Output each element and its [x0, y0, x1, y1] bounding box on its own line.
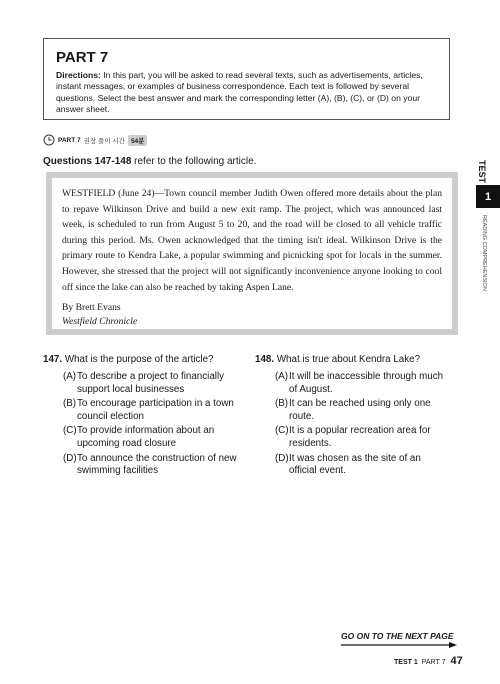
- option-text: It was chosen as the site of an official event.: [289, 452, 421, 477]
- arrow-right-icon: [341, 642, 457, 648]
- option-text: It is a popular recreation area for residents.: [289, 425, 431, 449]
- option-letter: (D): [275, 452, 289, 464]
- option-text: It can be reached using only one route.: [289, 398, 431, 422]
- article-byline: By Brett Evans: [62, 302, 121, 314]
- answer-option[interactable]: [275, 453, 450, 478]
- option-text: To encourage participation in a town council election: [77, 398, 234, 422]
- option-text: To provide information about an upcoming road closure: [77, 425, 215, 449]
- side-test-number: 1: [476, 185, 500, 208]
- answer-option[interactable]: [63, 425, 243, 450]
- question-148: [255, 354, 450, 480]
- option-text: To describe a project to financially support local businesses: [77, 371, 225, 395]
- answer-option[interactable]: [63, 371, 243, 396]
- directions-body: In this part, you will be asked to read several texts, such as advertisements, articles, instant messages, or examples of business correspondence. Each text is followed by several questions. Select the best answer and mark the corresponding letter (A), (B), (C), or (D) on your answer sheet.: [56, 70, 423, 114]
- question-stem: [43, 354, 243, 365]
- article-frame: [46, 172, 458, 335]
- footer-part: PART 7: [421, 659, 446, 666]
- directions-text: [56, 70, 437, 115]
- option-letter: (C): [63, 425, 77, 437]
- option-text: It will be inaccessible through much of August.: [289, 371, 444, 395]
- recommended-time: [43, 134, 147, 146]
- option-text: To announce the construction of new swimming facilities: [77, 452, 237, 477]
- question-ref-text: refer to the following article.: [131, 156, 257, 167]
- part-title: PART 7: [56, 49, 109, 66]
- question-text: What is true about Kendra Lake?: [276, 354, 421, 365]
- footer-test: TEST 1: [394, 659, 418, 666]
- article: [52, 178, 452, 329]
- page-number: 47: [450, 655, 463, 667]
- option-letter: (C): [275, 425, 289, 437]
- page-footer: [394, 655, 463, 667]
- question-text: What is the purpose of the article?: [64, 354, 214, 365]
- option-letter: (A): [275, 371, 289, 382]
- answer-option[interactable]: [275, 371, 450, 396]
- question-147: [43, 354, 243, 480]
- timer-badge: 54분: [128, 135, 148, 146]
- article-body: WESTFIELD (June 24)—Town council member Judith Owen offered more details about the plan to repave Wilkinson Drive and build a new exit ramp. The project, which was announced last week, is scheduled to run from August 5 to 20, and the road will be closed to all vehicle traffic during this period. Ms. Owen acknowledged that the timing isn't ideal. Wilkinson Drive is the primary route to Kendra Lake, a popular swimming and picnicking spot for locals in the summer. However, she stressed that the project will not significantly inconvenience anyone looking to cool off since the lake can also be reached by taking Aspen Lane.: [62, 188, 442, 293]
- answer-option[interactable]: [275, 398, 450, 423]
- question-number: 148.: [255, 354, 275, 365]
- option-letter: (A): [63, 371, 77, 382]
- directions-label: Directions:: [56, 70, 101, 80]
- question-reference: [43, 156, 256, 167]
- option-letter: (B): [63, 398, 77, 410]
- answer-option[interactable]: [63, 398, 243, 423]
- side-section-label: READING COMPREHENSION: [481, 215, 487, 291]
- go-on-next-page: GO ON TO THE NEXT PAGE: [341, 631, 454, 641]
- article-source: Westfield Chronicle: [62, 315, 138, 327]
- clock-icon: [43, 134, 55, 146]
- timer-part: PART 7: [58, 136, 81, 144]
- timer-label: 권장 풀이 시간: [83, 137, 125, 145]
- answer-option[interactable]: [63, 453, 243, 478]
- side-test-label: TEST: [477, 160, 487, 184]
- option-letter: (D): [63, 452, 77, 464]
- question-number: 147.: [43, 354, 63, 365]
- question-stem: [255, 354, 450, 365]
- directions-box: [43, 38, 450, 120]
- question-range: Questions 147-148: [43, 156, 132, 167]
- option-letter: (B): [275, 398, 289, 410]
- answer-option[interactable]: [275, 425, 450, 450]
